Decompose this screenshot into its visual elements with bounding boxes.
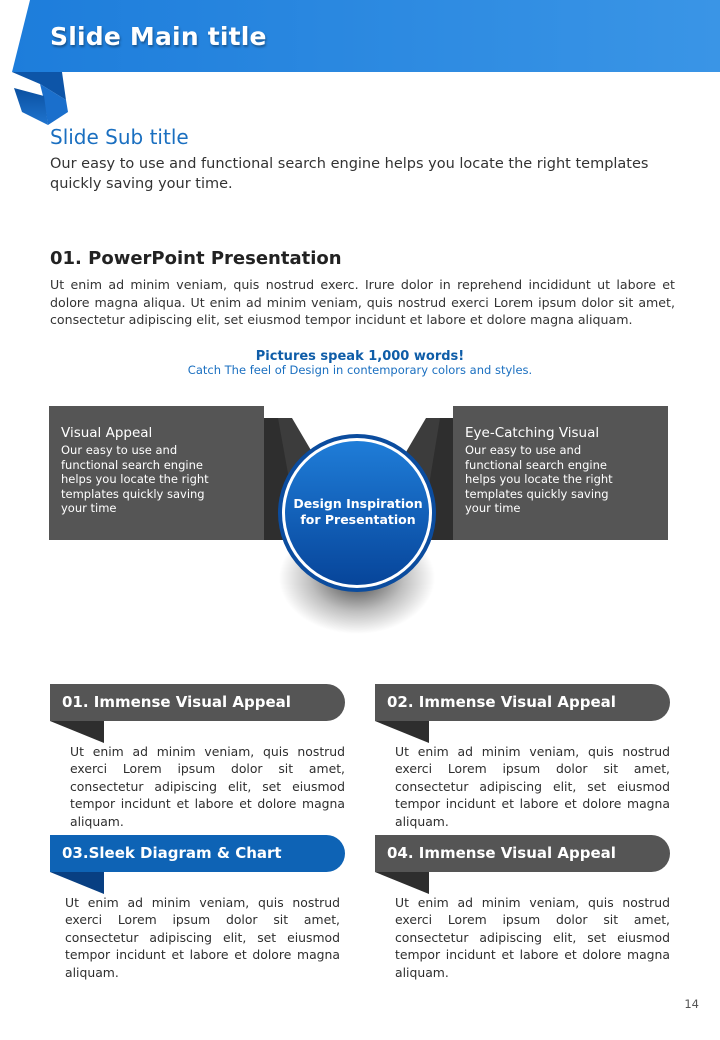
center-label-line2: for Presentation (300, 512, 416, 527)
feature-tab-3: 03.Sleek Diagram & Chart (50, 835, 345, 872)
feature-tab-4: 04. Immense Visual Appeal (375, 835, 670, 872)
diagram-tagline: Pictures speak 1,000 words! (255, 349, 465, 364)
diagram-tagline-sub: Catch The feel of Design in contemporary colors and styles. (187, 363, 533, 377)
right-box-title: Eye-Catching Visual (465, 425, 600, 441)
feature-body-4: Ut enim ad minim veniam, quis nostrud exerci Lorem ipsum dolor sit amet, consectetur adipiscing elit, set eiusmod tempor incidunt et labore et dolore magna aliquam. (395, 895, 670, 980)
page-title: Slide Main title (50, 22, 267, 51)
feature-body-1: Ut enim ad minim veniam, quis nostrud exerci Lorem ipsum dolor sit amet, consectetur adipiscing elit, set eiusmod tempor incidunt et labore et dolore magna aliquam. (70, 744, 345, 829)
left-box-title: Visual Appeal (61, 425, 153, 441)
tab-fold-1 (50, 721, 104, 743)
sub-title: Slide Sub title (50, 125, 189, 149)
section-heading: 01. PowerPoint Presentation (50, 248, 342, 269)
section-body: Ut enim ad minim veniam, quis nostrud exerc. Irure dolor in reprehend incididunt ut labore et dolore magna aliqua. Ut enim ad minim veniam, quis nostrud exerci Lorem ipsum dolor sit amet, consectetur adipiscing elit, set eiusmod tempor incidunt et labore et dolore magna aliquam. (50, 277, 675, 327)
feature-tab-1: 01. Immense Visual Appeal (50, 684, 345, 721)
page-number: 14 (684, 997, 699, 1011)
header-ribbon (0, 0, 720, 130)
feature-body-2: Ut enim ad minim veniam, quis nostrud exerci Lorem ipsum dolor sit amet, consectetur adipiscing elit, set eiusmod tempor incidunt et labore et dolore magna aliquam. (395, 744, 670, 829)
tab-fold-3 (50, 872, 104, 894)
intro-text: Our easy to use and functional search engine helps you locate the right templates quickly saving your time. (50, 156, 649, 192)
feature-body-3: Ut enim ad minim veniam, quis nostrud exerci Lorem ipsum dolor sit amet, consectetur adipiscing elit, set eiusmod tempor incidunt et labore et dolore magna aliquam. (65, 895, 340, 980)
left-box-text: Our easy to use and functional search engine helps you locate the right templates quickly saving your time (61, 443, 209, 515)
tab-fold-4 (375, 872, 429, 894)
tab-fold-2 (375, 721, 429, 743)
center-label-line1: Design Inspiration (293, 496, 423, 511)
right-box-text: Our easy to use and functional search engine helps you locate the right templates quickly saving your time (465, 443, 613, 515)
feature-tab-2: 02. Immense Visual Appeal (375, 684, 670, 721)
center-circle-label (283, 496, 433, 528)
